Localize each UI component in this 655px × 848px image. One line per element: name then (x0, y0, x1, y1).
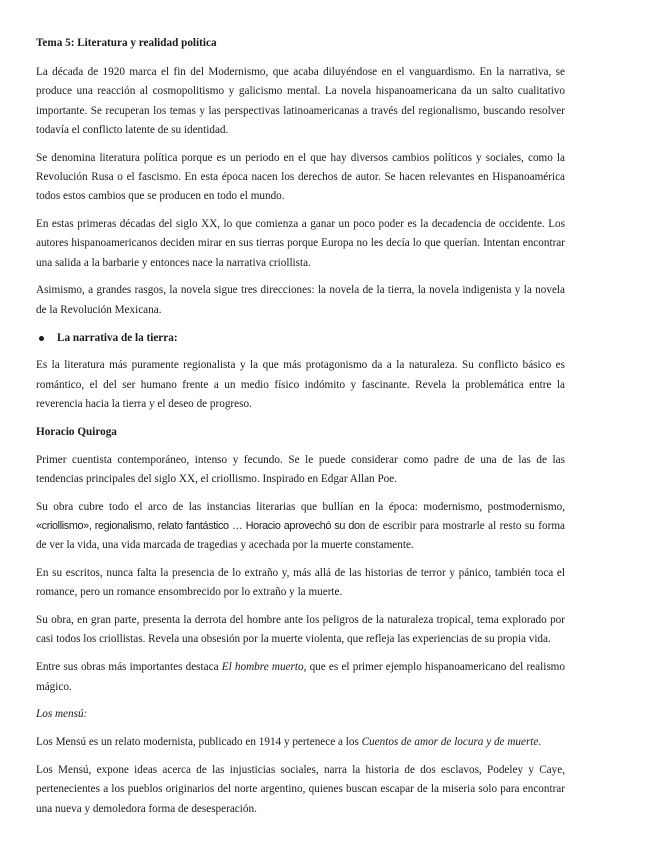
paragraph-regionalista: Es la literatura más puramente regionalista y la que más protagonismo da a la naturaleza. Su conflicto básico es romántico, el del ser humano frente a un medio físico indómito y fascinante. Revela la problemática entre la reverencia hacia la tierra y el deseo de progreso. (36, 359, 565, 410)
paragraph-derrota: Su obra, en gran parte, presenta la derrota del hombre ante los peligros de la naturaleza tropical, tema explorado por casi todos los criollistas. Revela una obsesión por la muerte violenta, que refleja las experiencias de su propia vida. (36, 614, 565, 646)
paragraph-escritos: En su escritos, nunca falta la presencia de lo extraño y, más allá de las historias de terror y pánico, también toca el romance, pero un romance ensombrecido por lo extraño y la muerte. (36, 567, 565, 599)
bullet-item-label: La narrativa de la tierra: (57, 331, 178, 344)
text-segment: Su obra cubre todo el arco de las instancias literarias que bullían en la época: modernismo, postmodernismo, (36, 500, 565, 513)
paragraph-politica: Se denomina literatura política porque es un periodo en el que hay diversos cambios políticos y sociales, como la Revolución Rusa o el fascismo. En esta época nacen los derechos de autor. Se hacen relevantes en Hispanoamérica todos estos cambios que se producen en todo el mundo. (36, 151, 565, 203)
work-title: El hombre muerto (221, 661, 304, 674)
page-title: Tema 5: Literatura y realidad política (36, 37, 217, 49)
section-heading-quiroga: Horacio Quiroga (36, 425, 117, 438)
paragraph-mensu-injusticias: Los Mensú, expone ideas acerca de las injusticias sociales, narra la historia de dos esclavos, Podeley y Caye, pertenecientes a los pueblos originarios del norte argentino, quienes buscan escapar de la miseria solo para encontrar una nueva y demoledora forma de desesperación. (36, 763, 565, 815)
paragraph-obra-arco (36, 498, 565, 556)
text-segment: Los Mensú es un relato modernista, publicado en 1914 y pertenece a los (36, 736, 362, 749)
text-segment: n de escribir para mostrarle al resto su forma de ver la vida, una vida marcada de tragedias y acechada por la muerte constamente. (36, 519, 565, 552)
paragraph-mensu-relato (36, 733, 565, 752)
bullet-item-narrativa-tierra (57, 329, 565, 348)
work-title: Cuentos de amor de locura y de muerte (361, 736, 539, 749)
paragraph-decadas: En estas primeras décadas del siglo XX, lo que comienza a ganar un poco poder es la decadencia de occidente. Los autores hispanoamericanos deciden mirar en sus tierras porque Europa no les decía lo que querían. Intentan encontrar una salida a la barbarie y entonces nace la narrativa criollista. (36, 218, 565, 269)
text-segment: Entre sus obras más importantes destaca (36, 661, 222, 674)
bullet-list (36, 329, 565, 348)
bullet-dot-icon (39, 336, 44, 341)
subheading-text: Los mensú: (36, 708, 88, 721)
paragraph-intro: La década de 1920 marca el fin del Modernismo, que acaba diluyéndose en el vanguardismo. En la narrativa, se produce una reacción al cosmopolitismo y galicismo mental. La novela hispanoamericana da un salto cualitativo importante. Se recuperan los temas y las perspectivas latinoamericanas a través del regionalismo, buscando resolver todavía el conflicto latente de su identidad. (36, 66, 565, 136)
subheading-mensu (36, 705, 565, 724)
text-segment: , que es el primer ejemplo hispanoamericano del realismo mágico. (36, 661, 565, 693)
text-segment-different-font: «criollismo», regionalismo, relato fantástico … Horacio aprovechó su do (36, 519, 360, 532)
paragraph-obras-importantes (36, 658, 565, 697)
text-segment: . (538, 736, 542, 749)
paragraph-cuentista: Primer cuentista contemporáneo, intenso y fecundo. Se le puede considerar como padre de una de las de las tendencias principales del siglo XX, el criollismo. Inspirado en Edgar Allan Poe. (36, 453, 565, 485)
paragraph-direcciones: Asimismo, a grandes rasgos, la novela sigue tres direcciones: la novela de la tierra, la novela indigenista y la novela de la Revolución Mexicana. (36, 284, 565, 316)
